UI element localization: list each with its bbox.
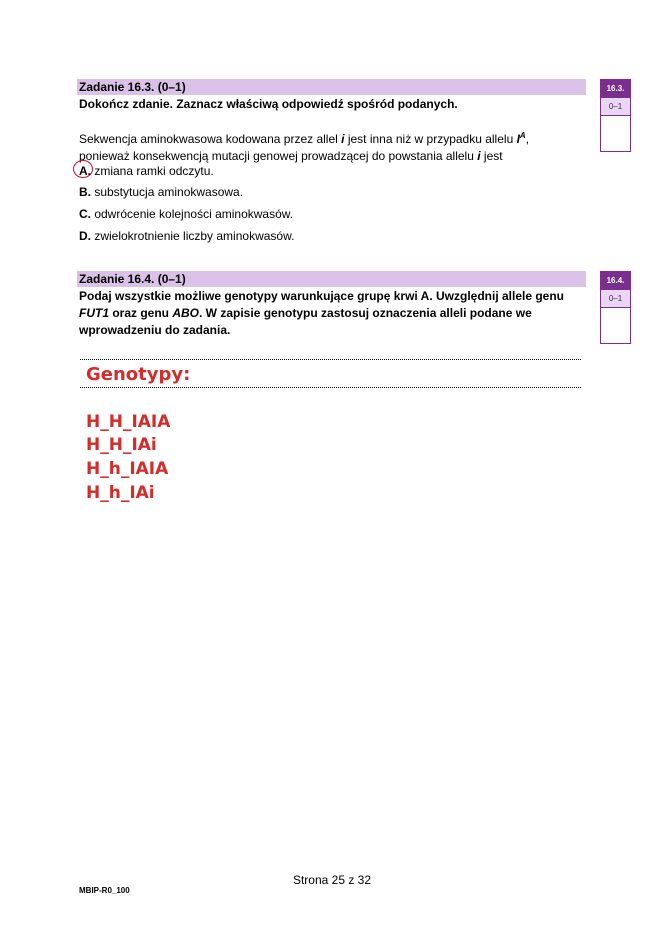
option-a[interactable] (79, 163, 214, 179)
option-text: zwielokrotnienie liczby aminokwasów. (91, 229, 295, 243)
score-box-label: 16.4. (601, 272, 630, 289)
score-box-points: 0–1 (601, 97, 630, 115)
option-letter: C. (79, 207, 91, 221)
score-box-field[interactable] (601, 307, 630, 343)
instruction-text: wprowadzeniu do zadania. (79, 323, 231, 337)
genotype-answer: H_H_IAIA (86, 412, 171, 432)
genotype-answer: H_H_IAi (86, 435, 157, 455)
instruction-text: Podaj wszystkie możliwe genotypy warunkujące grupę krwi A. Uwzględnij allele genu (79, 289, 565, 303)
allele-i: i (341, 132, 345, 146)
stem-text: jest (480, 149, 503, 163)
stem-text: ponieważ konsekwencją mutacji genowej prowadzącej do powstania allelu (79, 149, 478, 163)
option-d[interactable] (79, 228, 294, 244)
score-box-points: 0–1 (601, 289, 630, 307)
instruction-text: oraz genu (109, 306, 173, 320)
option-text: substytucja aminokwasowa. (91, 185, 244, 199)
stem-text: , (525, 132, 530, 146)
allele-ia: I (516, 132, 520, 146)
task-16-3-instruction: Dokończ zdanie. Zaznacz właściwą odpowiedź spośród podanych. (79, 97, 458, 111)
instruction-text: . W zapisie genotypu zastosuj oznaczenia alleli podane we (199, 306, 532, 320)
option-text: zmiana ramki odczytu. (91, 164, 214, 178)
allele-ia-superscript: A (519, 131, 526, 140)
page-number: Strona 25 z 32 (292, 873, 372, 887)
genotype-answer: H_h_IAi (86, 483, 155, 503)
answer-line (80, 359, 581, 360)
task-16-4-instruction (79, 288, 589, 339)
task-16-3-header: Zadanie 16.3. (0–1) (77, 79, 586, 95)
task-16-3-stem (79, 127, 579, 165)
option-c[interactable] (79, 206, 293, 222)
gene-name: FUT1 (79, 306, 109, 320)
score-box-16-4 (600, 271, 631, 344)
option-b[interactable] (79, 184, 243, 200)
score-box-field[interactable] (601, 115, 630, 151)
answer-heading: Genotypy: (86, 364, 191, 385)
stem-text: jest inna niż w przypadku allelu (344, 132, 517, 146)
genotype-answer: H_h_IAIA (86, 459, 169, 479)
option-letter: D. (79, 229, 91, 243)
stem-text: Sekwencja aminokwasowa kodowana przez allel (79, 132, 342, 146)
answer-line (80, 387, 581, 388)
option-letter: A. (79, 164, 91, 178)
exam-code: MBIP-R0_100 (79, 886, 130, 895)
score-box-16-3 (600, 79, 631, 152)
option-text: odwrócenie kolejności aminokwasów. (91, 207, 294, 221)
task-16-4-header: Zadanie 16.4. (0–1) (77, 271, 586, 287)
allele-i: i (477, 149, 481, 163)
gene-name: ABO (172, 306, 200, 320)
option-letter: B. (79, 185, 91, 199)
score-box-label: 16.3. (601, 80, 630, 97)
